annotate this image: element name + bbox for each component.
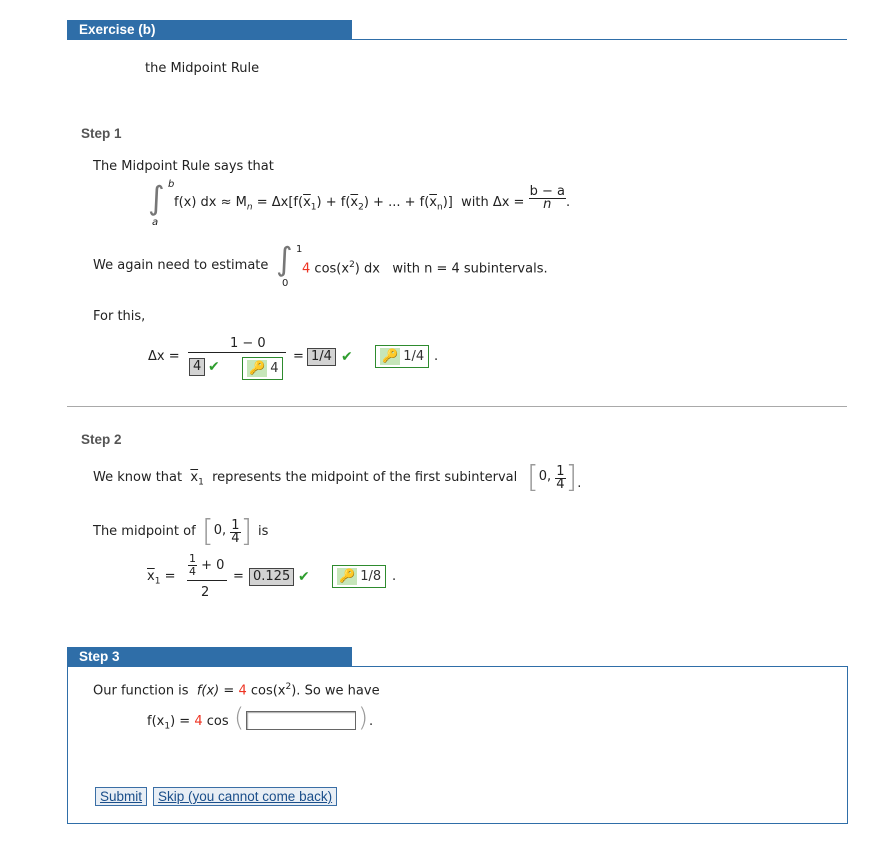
estimate-with: with n = 4 subintervals. [392,261,548,277]
estimate-text: We again need to estimate [93,258,269,273]
step3-header [67,647,352,667]
interval-first: [0, $\frac{1}{4}$ ]. [527,460,582,495]
skip-button[interactable]: Skip (you cannot come back) [153,787,337,806]
estimate-coef: 4 [302,261,311,277]
midpoint-denominator: 2 [201,585,210,600]
formula-lhs: f(x) dx ≈ M [174,195,247,210]
integral-sign: ∫ [148,179,165,217]
step1-label: Step 1 [81,126,122,141]
check-icon: ✔ [298,569,310,585]
key-icon: 🔑 [382,349,399,364]
dx-equals: = [293,349,304,364]
step2-label: Step 2 [81,432,122,447]
x1-symbol: $\overline{x}$ [190,470,199,485]
step2-sentence: We know that $\overline{x}_1$ represents the midpoint of the first subinterval [93,470,518,488]
check-icon: ✔ [341,349,353,365]
midpoint-equals: = [233,569,244,584]
formula-rhs: = $\Delta x[f(\overline{x}_1) + f(\overline{x}_2)$ + ... + $f(\overline{x}_n)$] [256,195,453,213]
submit-button[interactable]: Submit [95,787,147,806]
exercise-title: Exercise (b) [79,22,156,37]
dx-key: 🔑 1/4 [375,345,429,368]
formula-n-sub: n [246,202,253,213]
open-paren: ( [234,703,245,733]
upper-limit: b [168,179,175,190]
midpoint-fraction-bar [187,580,227,581]
for-this-text: For this, [93,309,146,324]
integral-sign: ∫ [276,240,293,278]
period: . [434,349,439,364]
period: . [369,714,374,729]
check-icon: ✔ [208,359,220,375]
lower-limit: a [152,217,159,228]
is-text: is [258,524,269,539]
midpoint-numerator: $\frac{1}{4}$ + 0 [189,552,225,578]
midpoint-answer: 0.125 [249,568,294,586]
formula-fraction: $\frac{b - a}{n}$ [529,184,565,212]
midpoint-key: 🔑 1/8 [332,565,386,588]
upper-limit: 1 [296,244,303,255]
step3-label: Step 3 [79,649,120,664]
dx-denominator-answer: 4 [189,358,205,376]
step3-function-text: Our function is f(x) = 4 $\cos(x^2)$. So we have [93,682,380,699]
dx-label: Δx = [148,349,180,364]
step3-equation: $f(x_1) = 4$ cos [147,714,229,732]
dx-answer: 1/4 [307,348,336,366]
dx-fraction-bar [188,352,286,353]
key-icon: 🔑 [339,569,356,584]
midpoint-text: The midpoint of [93,524,196,539]
period: . [392,569,397,584]
estimate-expr: cos(x [314,261,350,277]
exercise-subtitle: the Midpoint Rule [145,61,260,76]
dx-denominator-key: 🔑 4 [242,357,283,380]
exercise-header [67,20,352,40]
step-divider [67,406,847,407]
x1-input[interactable] [246,711,356,730]
close-paren: ) [358,703,369,733]
interval-midpoint: [0, $\frac{1}{4}$ ] [202,514,253,549]
key-icon: 🔑 [249,361,266,376]
step1-intro: The Midpoint Rule says that [93,159,274,174]
x1-lhs: $\overline{x}_1$ = [147,569,176,587]
header-rule [352,39,847,40]
lower-limit: 0 [282,278,289,289]
dx-numerator: 1 − 0 [230,336,266,351]
formula-with: with Δx = [461,195,525,210]
